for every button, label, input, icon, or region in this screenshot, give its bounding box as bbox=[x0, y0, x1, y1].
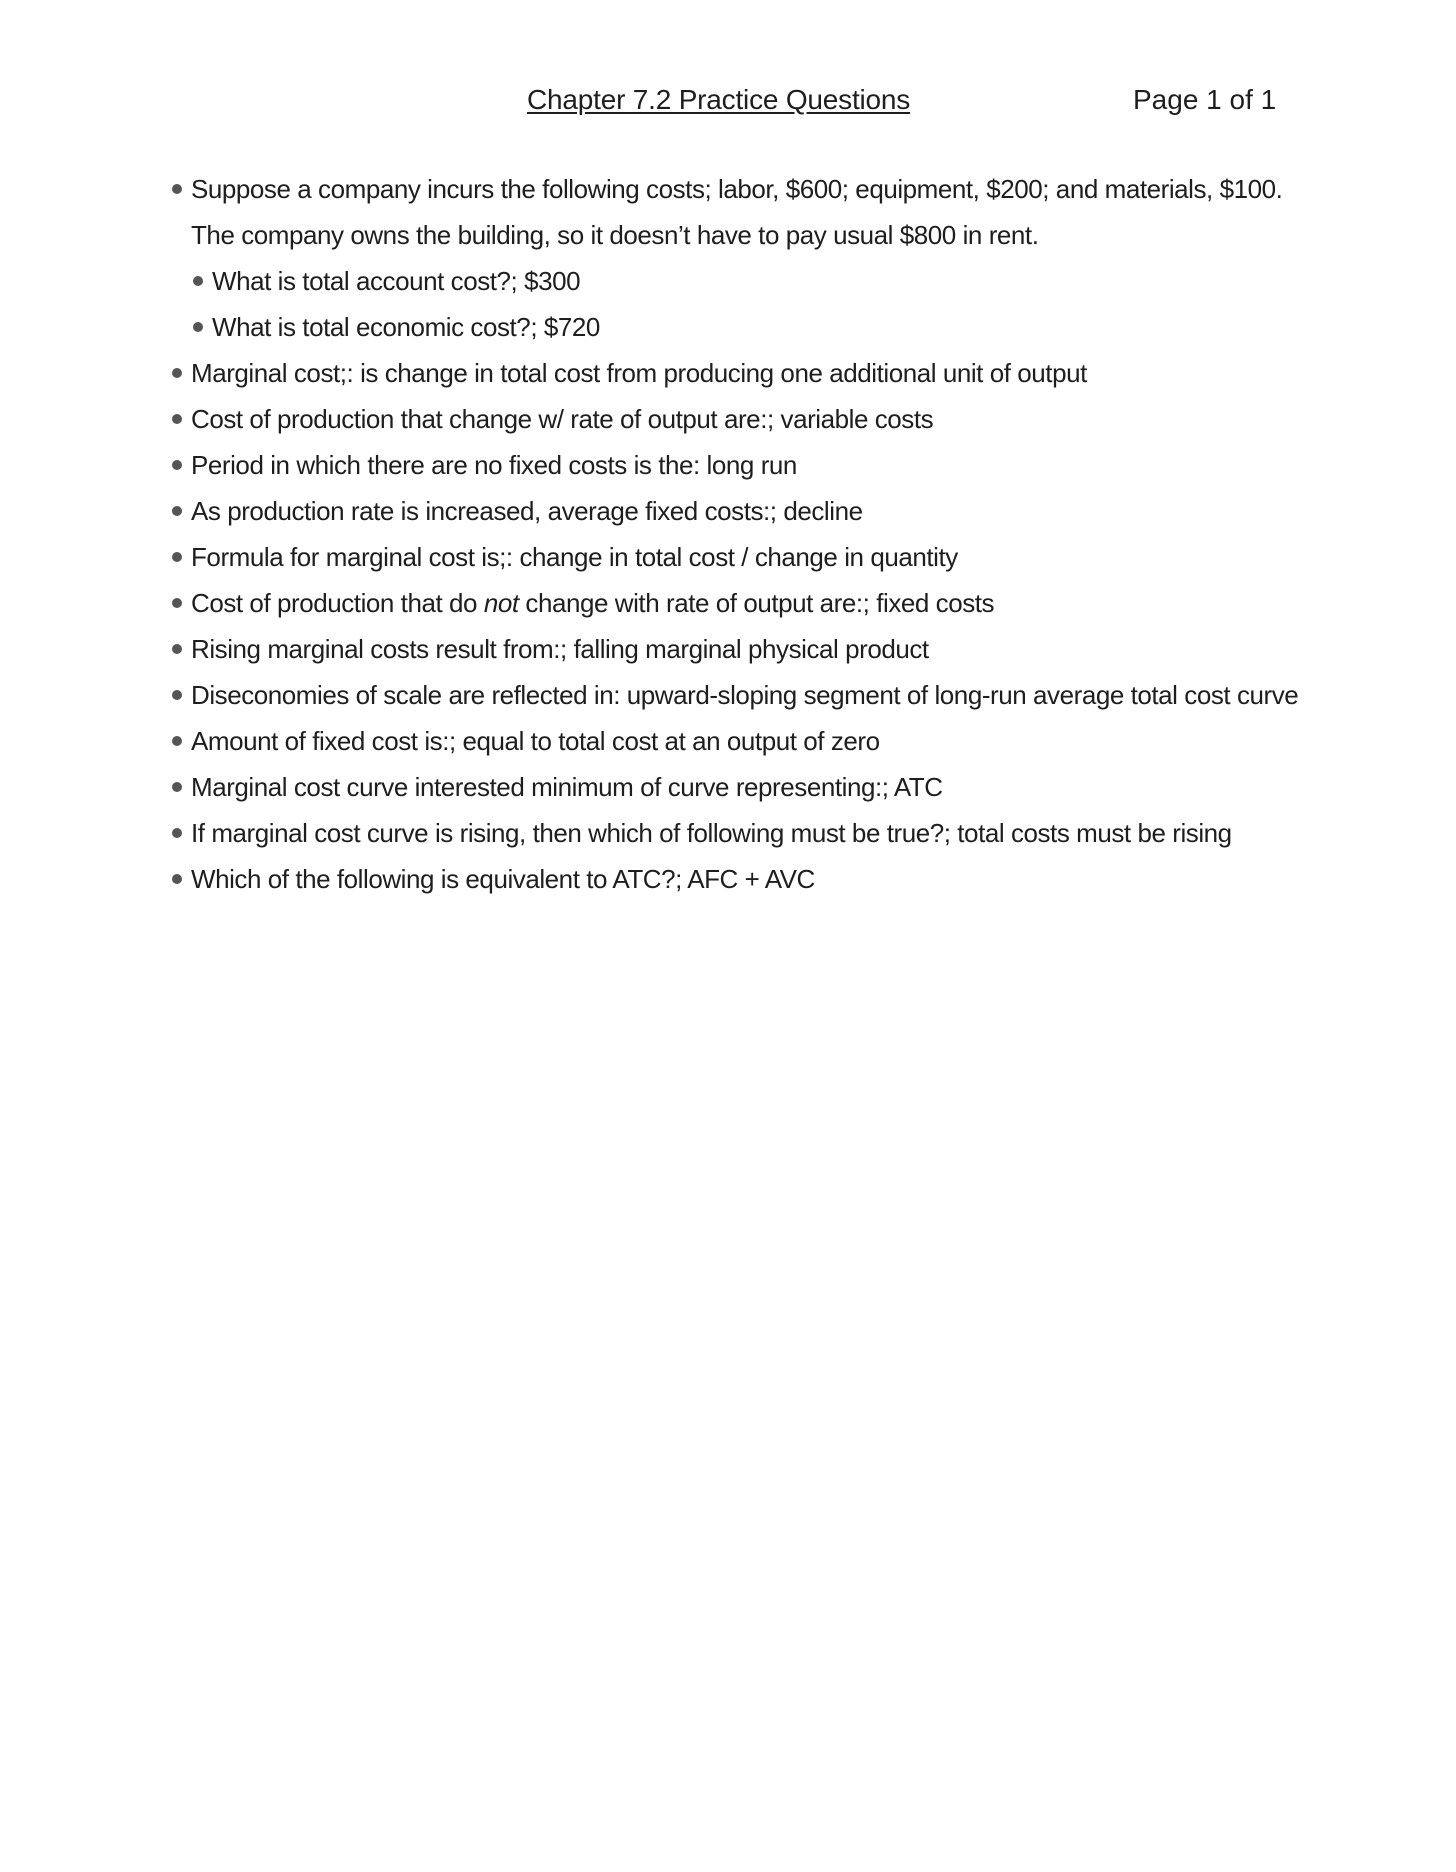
list-item-long-run bbox=[170, 442, 1310, 488]
list-item-rising-marginal-costs bbox=[170, 626, 1310, 672]
bullet-icon bbox=[193, 322, 203, 332]
item-text: Diseconomies of scale are reflected in: upward-sloping segment of long-run average total cost curve bbox=[191, 680, 1299, 710]
practice-questions-list bbox=[170, 166, 1310, 902]
sub-item-accounting-cost bbox=[191, 258, 1310, 304]
item-text-after: change with rate of output are:; fixed costs bbox=[518, 588, 995, 618]
bullet-icon bbox=[172, 414, 182, 424]
item-text-before: Cost of production that do bbox=[191, 588, 484, 618]
sub-item-economic-cost bbox=[191, 304, 1310, 350]
bullet-icon bbox=[172, 552, 182, 562]
page-indicator: Page 1 of 1 bbox=[1133, 84, 1277, 115]
bullet-icon bbox=[172, 506, 182, 516]
item-text: Which of the following is equivalent to ATC?; AFC + AVC bbox=[191, 864, 815, 894]
list-item-amount-fixed-cost bbox=[170, 718, 1310, 764]
item-text: What is total economic cost?; $720 bbox=[212, 312, 600, 342]
list-item-rising-curve bbox=[170, 810, 1310, 856]
item-text: Cost of production that change w/ rate of output are:; variable costs bbox=[191, 404, 934, 434]
list-item-average-fixed-costs bbox=[170, 488, 1310, 534]
list-item-atc-equivalent bbox=[170, 856, 1310, 902]
bullet-icon bbox=[172, 736, 182, 746]
list-item-marginal-cost bbox=[170, 350, 1310, 396]
item-text bbox=[191, 588, 994, 618]
bullet-icon bbox=[172, 368, 182, 378]
item-text: As production rate is increased, average fixed costs:; decline bbox=[191, 496, 863, 526]
document-title: Chapter 7.2 Practice Questions bbox=[527, 84, 911, 115]
item-text: Marginal cost;: is change in total cost from producing one additional unit of output bbox=[191, 358, 1087, 388]
bullet-icon bbox=[172, 782, 182, 792]
item-text: If marginal cost curve is rising, then which of following must be true?; total costs must be rising bbox=[191, 818, 1232, 848]
item-text: Marginal cost curve interested minimum of curve representing:; ATC bbox=[191, 772, 943, 802]
list-item-marginal-cost-formula bbox=[170, 534, 1310, 580]
item-text: Rising marginal costs result from:; falling marginal physical product bbox=[191, 634, 929, 664]
item-text: Period in which there are no fixed costs is the: long run bbox=[191, 450, 797, 480]
list-item-company-costs bbox=[170, 166, 1310, 258]
bullet-icon bbox=[172, 644, 182, 654]
bullet-icon bbox=[172, 460, 182, 470]
bullet-icon bbox=[172, 874, 182, 884]
bullet-icon bbox=[172, 690, 182, 700]
list-item-diseconomies-of-scale bbox=[170, 672, 1310, 718]
list-item-variable-costs bbox=[170, 396, 1310, 442]
item-text-emphasis: not bbox=[483, 588, 519, 618]
bullet-icon bbox=[172, 598, 182, 608]
bullet-icon bbox=[193, 276, 203, 286]
item-text: Suppose a company incurs the following costs; labor, $600; equipment, $200; and materials, $100. The company owns the building, so it doesn’t have to pay usual $800 in rent. bbox=[191, 174, 1283, 250]
list-item-fixed-costs bbox=[170, 580, 1310, 626]
bullet-icon bbox=[172, 184, 182, 194]
item-text: Amount of fixed cost is:; equal to total cost at an output of zero bbox=[191, 726, 880, 756]
bullet-icon bbox=[172, 828, 182, 838]
item-text: What is total account cost?; $300 bbox=[212, 266, 581, 296]
list-item-marginal-cost-curve bbox=[170, 764, 1310, 810]
item-text: Formula for marginal cost is;: change in total cost / change in quantity bbox=[191, 542, 958, 572]
